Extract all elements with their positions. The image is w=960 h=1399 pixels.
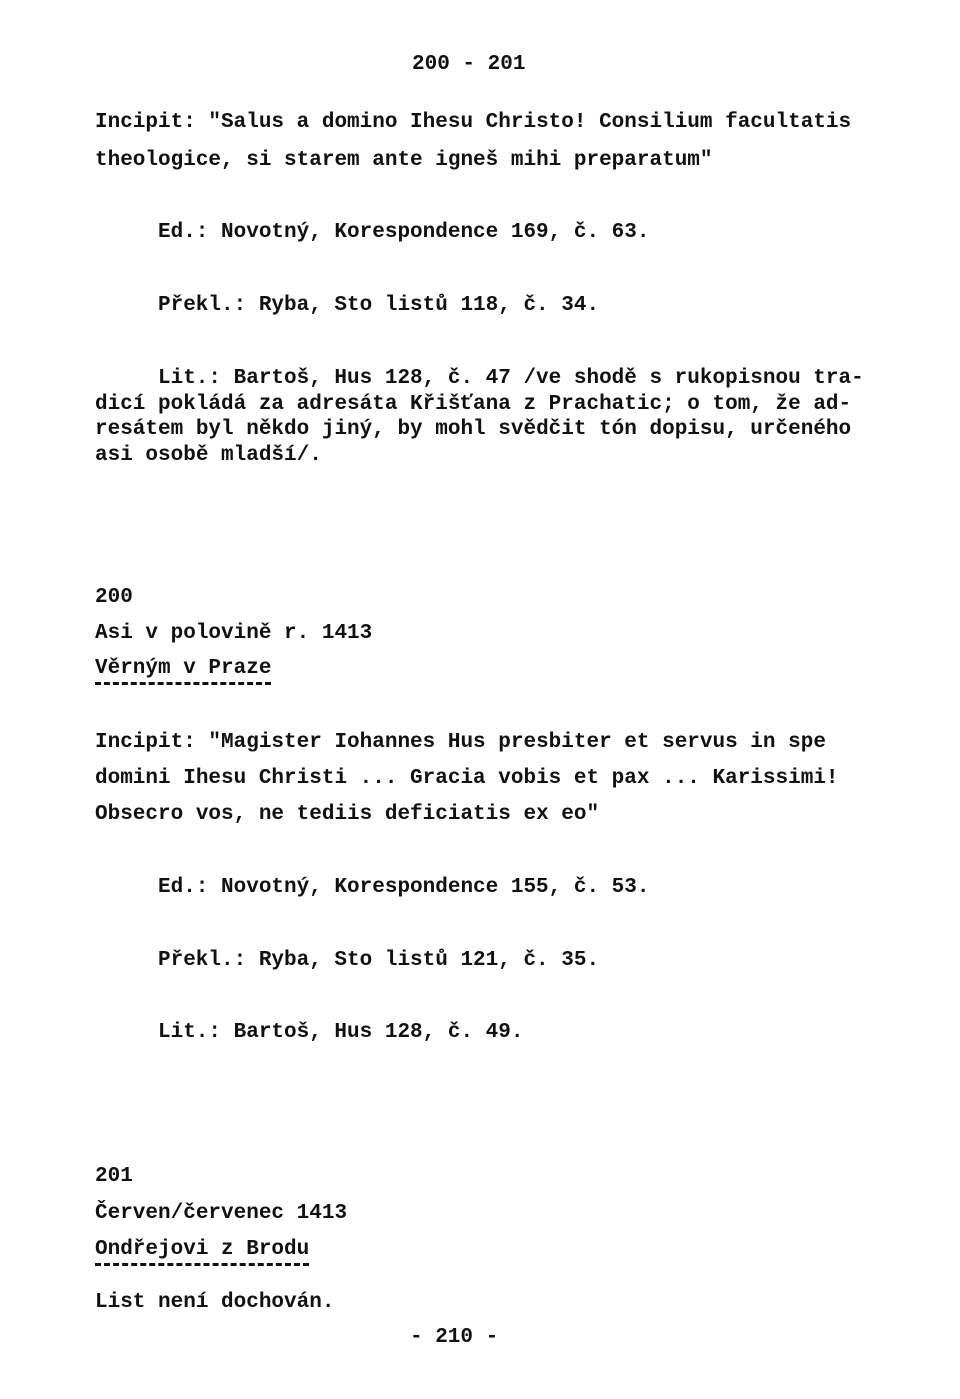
page-number: - 210 - (410, 1326, 499, 1349)
entry-200-incipit-line-3: Obsecro vos, ne tediis deficiatis ex eo" (95, 803, 600, 826)
prev-edition: Ed.: Novotný, Korespondence 169, č. 63. (158, 221, 650, 244)
entry-200-date: Asi v polovině r. 1413 (95, 622, 373, 645)
entry-200-incipit-line-1: Incipit: "Magister Iohannes Hus presbiter et servus in spe (95, 731, 826, 754)
entry-201-date: Červen/červenec 1413 (95, 1202, 348, 1225)
entry-201-note: List není dochován. (95, 1291, 335, 1314)
entry-200-literature: Lit.: Bartoš, Hus 128, č. 49. (158, 1021, 524, 1044)
prev-literature-line-2: dicí pokládá za adresáta Křišťana z Prachatic; o tom, že ad- (95, 393, 852, 416)
entry-200-edition: Ed.: Novotný, Korespondence 155, č. 53. (158, 876, 650, 899)
prev-literature-line-3: resátem byl někdo jiný, by mohl svědčit tón dopisu, určeného (95, 418, 852, 441)
prev-translation: Překl.: Ryba, Sto listů 118, č. 34. (158, 294, 600, 317)
entry-200-number: 200 (95, 586, 133, 609)
entry-200-incipit-line-2: domini Ihesu Christi ... Gracia vobis et pax ... Karissimi! (95, 767, 839, 790)
page-header-range: 200 - 201 (412, 53, 526, 76)
entry-201-recipient: Ondřejovi z Brodu (95, 1239, 309, 1266)
prev-literature-line-4: asi osobě mladší/. (95, 444, 322, 467)
entry-201-number: 201 (95, 1165, 133, 1188)
prev-incipit-line-1: Incipit: "Salus a domino Ihesu Christo! Consilium facultatis (95, 111, 852, 134)
entry-200-recipient: Věrným v Praze (95, 658, 271, 685)
prev-literature-line-1: Lit.: Bartoš, Hus 128, č. 47 /ve shodě s rukopisnou tra- (158, 367, 864, 390)
entry-200-translation: Překl.: Ryba, Sto listů 121, č. 35. (158, 949, 600, 972)
prev-incipit-line-2: theologice, si starem ante igneš mihi preparatum" (95, 149, 713, 172)
